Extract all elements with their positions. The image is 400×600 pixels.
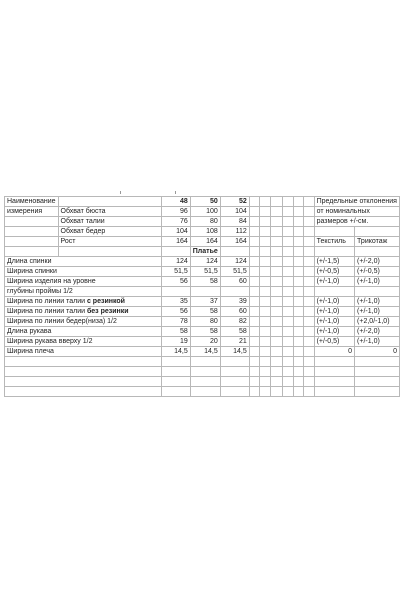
cell-value: 112 <box>220 227 249 237</box>
row-label: Длина спинки <box>5 257 162 267</box>
cell-value: 56 <box>161 277 190 287</box>
size-50-header: 50 <box>190 197 220 207</box>
textile-tolerance: (+/-1,0) <box>314 277 354 287</box>
textile-tolerance: (+/-1,0) <box>314 327 354 337</box>
row-label: Рост <box>58 237 161 247</box>
row-label: Обхват бедер <box>58 227 161 237</box>
cell-value: 96 <box>161 207 190 217</box>
textile-tolerance: (+/-0,5) <box>314 337 354 347</box>
cell-value: 100 <box>190 207 220 217</box>
cell-value: 58 <box>161 327 190 337</box>
table-row <box>5 227 400 237</box>
knit-header: Трикотаж <box>355 237 400 247</box>
empty-row <box>5 387 400 397</box>
table-row <box>5 317 400 327</box>
knit-tolerance: (+/-2,0) <box>355 257 400 267</box>
cell-value: 39 <box>220 297 249 307</box>
knit-tolerance: (+/-1,0) <box>355 307 400 317</box>
table-row <box>5 277 400 287</box>
cell-value: 164 <box>190 237 220 247</box>
tolerance-header-cont: от номинальных <box>314 207 399 217</box>
cell-value: 80 <box>190 317 220 327</box>
section-title: Платье <box>190 247 220 257</box>
table-row <box>5 217 400 227</box>
row-label: Длина рукава <box>5 327 162 337</box>
cell-value: 20 <box>190 337 220 347</box>
cell-value: 21 <box>220 337 249 347</box>
cell-value: 78 <box>161 317 190 327</box>
header-row <box>5 197 400 207</box>
cell-value: 58 <box>220 327 249 337</box>
cell-value: 51,5 <box>220 267 249 277</box>
cell-value: 82 <box>220 317 249 327</box>
cell-value: 58 <box>190 327 220 337</box>
cell-value: 19 <box>161 337 190 347</box>
row-label: Обхват талии <box>58 217 161 227</box>
tolerance-header: Предельные отклонения <box>314 197 399 207</box>
table-row <box>5 307 400 317</box>
row-label: Ширина по линии талии с резинкой <box>5 297 162 307</box>
knit-tolerance: (+2,0/-1,0) <box>355 317 400 327</box>
cell-value: 56 <box>161 307 190 317</box>
cell-value: 58 <box>190 277 220 287</box>
table-row <box>5 237 400 247</box>
cell-value: 124 <box>161 257 190 267</box>
size-48-header: 48 <box>161 197 190 207</box>
knit-tolerance: 0 <box>355 347 400 357</box>
textile-tolerance: (+/-1,5) <box>314 257 354 267</box>
section-row <box>5 247 400 257</box>
table-row <box>5 257 400 267</box>
knit-tolerance: (+/-2,0) <box>355 327 400 337</box>
cell-value: 84 <box>220 217 249 227</box>
empty-row <box>5 367 400 377</box>
column-tick-mark <box>120 191 121 194</box>
textile-tolerance: 0 <box>314 347 354 357</box>
empty-row <box>5 357 400 367</box>
cell-value: 80 <box>190 217 220 227</box>
size-52-header: 52 <box>220 197 249 207</box>
measurements-table <box>4 196 400 397</box>
cell-value: 14,5 <box>161 347 190 357</box>
cell-value: 124 <box>220 257 249 267</box>
textile-tolerance: (+/-1,0) <box>314 297 354 307</box>
tolerance-header-cont: размеров +/-см. <box>314 217 399 227</box>
textile-tolerance: (+/-1,0) <box>314 307 354 317</box>
cell-value: 35 <box>161 297 190 307</box>
name-header: Наименование <box>5 197 59 207</box>
textile-header: Текстиль <box>314 237 354 247</box>
table-row <box>5 287 400 297</box>
cell-value: 164 <box>220 237 249 247</box>
table-row <box>5 267 400 277</box>
cell-value: 14,5 <box>190 347 220 357</box>
cell-value: 104 <box>220 207 249 217</box>
cell-value: 60 <box>220 277 249 287</box>
name-header-cont: измерения <box>5 207 59 217</box>
knit-tolerance: (+/-0,5) <box>355 267 400 277</box>
cell-value: 76 <box>161 217 190 227</box>
empty-row <box>5 377 400 387</box>
table-row <box>5 327 400 337</box>
row-label: Ширина изделия на уровне <box>5 277 162 287</box>
cell-value: 51,5 <box>190 267 220 277</box>
table-row <box>5 297 400 307</box>
row-label: Обхват бюста <box>58 207 161 217</box>
column-tick-mark <box>175 191 176 194</box>
cell-value: 37 <box>190 297 220 307</box>
cell-value: 58 <box>190 307 220 317</box>
row-label: Ширина рукава вверху 1/2 <box>5 337 162 347</box>
knit-tolerance: (+/-1,0) <box>355 277 400 287</box>
cell-value: 51,5 <box>161 267 190 277</box>
cell-value: 104 <box>161 227 190 237</box>
row-label: Ширина по линии бедер(низа) 1/2 <box>5 317 162 327</box>
table-row <box>5 347 400 357</box>
row-label: Ширина спинки <box>5 267 162 277</box>
table-row <box>5 337 400 347</box>
row-label: Ширина по линии талии без резинки <box>5 307 162 317</box>
row-label-cont: глубины проймы 1/2 <box>5 287 162 297</box>
cell-value: 60 <box>220 307 249 317</box>
table-row <box>5 207 400 217</box>
textile-tolerance: (+/-1,0) <box>314 317 354 327</box>
cell-value: 14,5 <box>220 347 249 357</box>
cell-value: 164 <box>161 237 190 247</box>
knit-tolerance: (+/-1,0) <box>355 337 400 347</box>
cell-value: 108 <box>190 227 220 237</box>
textile-tolerance: (+/-0,5) <box>314 267 354 277</box>
knit-tolerance: (+/-1,0) <box>355 297 400 307</box>
cell-value: 124 <box>190 257 220 267</box>
row-label: Ширина плеча <box>5 347 162 357</box>
